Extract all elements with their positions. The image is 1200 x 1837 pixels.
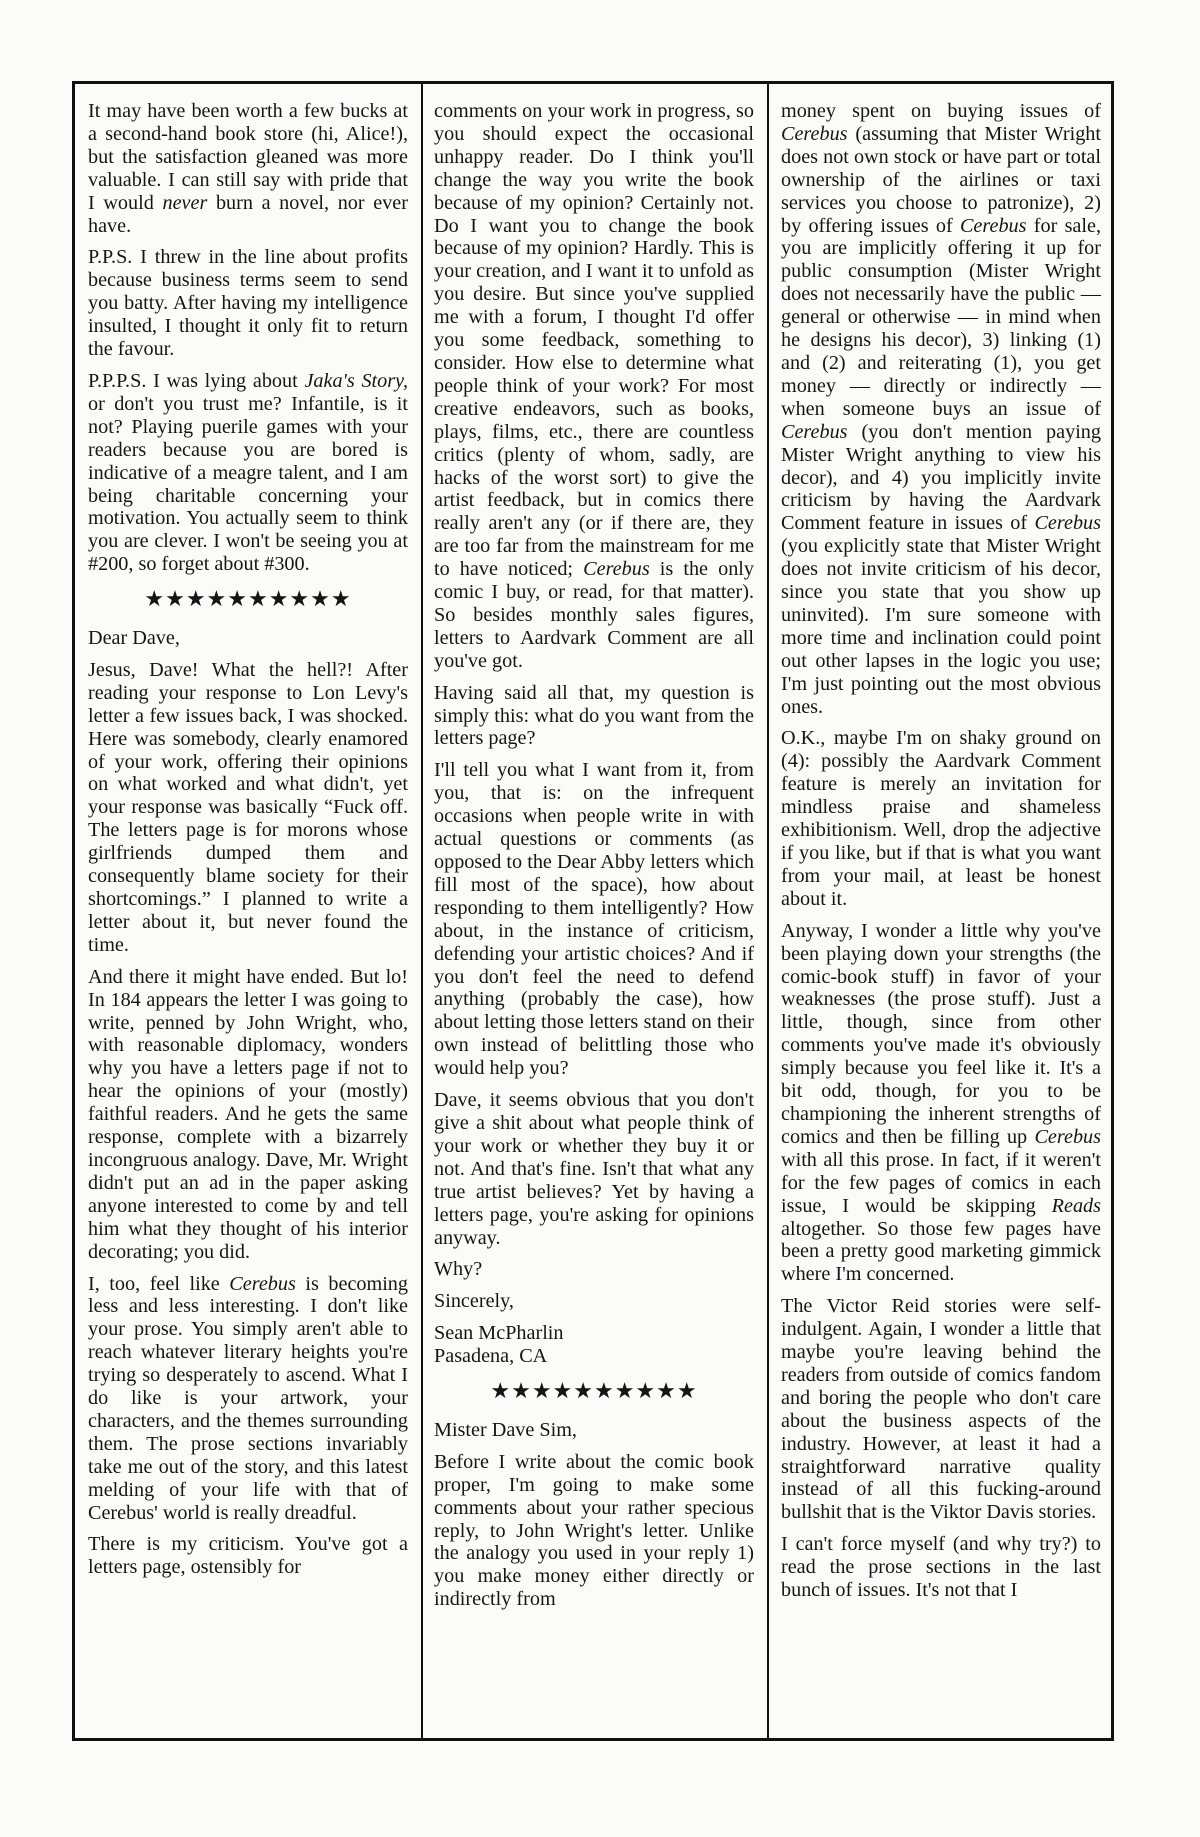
text-run: O.K., maybe I'm on shaky ground on (4): possibly the Aardvark Comment feature is merely an invitation for mindless praise and shameless exhibitionism. Well, drop the adjective if you like, but if that is what you want from your mail, at least be honest about it.	[781, 727, 1101, 910]
column-1	[88, 100, 408, 1588]
italic-text: Cerebus	[1034, 512, 1101, 535]
column-divider	[767, 84, 769, 1738]
text-run: (you explicitly state that Mister Wright does not invite criticism of his decor, since you state that you show up uninvited). I'm sure someone with more time and inclination could point out other lapses in the logic you use; I'm just pointing out the most obvious ones.	[781, 535, 1101, 718]
text-run: Dear Dave,	[88, 627, 180, 650]
italic-text: Reads	[1051, 1194, 1101, 1217]
text-run: Why?	[434, 1258, 483, 1281]
text-run: I can't force myself (and why try?) to read the prose sections in the last bunch of issues. It's not that I	[781, 1533, 1101, 1602]
text-run: money spent on buying issues of	[781, 100, 1101, 122]
italic-text: Cerebus	[781, 122, 848, 145]
text-run: P.P.P.S. I was lying about	[88, 369, 305, 392]
text-run: is the only comic I buy, or read, for that matter). So besides monthly sales figures, letters to Aardvark Comment are all you've got.	[434, 558, 754, 672]
text-run: Jesus, Dave! What the hell?! After reading your response to Lon Levy's letter a few issues back, I was shocked. Here was somebody, clearly enamored of your work, offering their opinions on what worked and what didn't, yet your response was basically “Fuck off. The letters page is for morons whose girlfriends dumped them and consequently blame society for their shortcomings.” I planned to write a letter about it, but never found the time.	[88, 658, 408, 956]
text-run: I'll tell you what I want from it, from you, that is: on the infrequent occasions when people write in with actual questions or comments (as opposed to the Dear Abby letters which fill most of the space), how about responding to them intelligently? How about, in the instance of criticism, defending your artistic choices? And if you don't feel the need to defend anything (probably the case), how about letting those letters stand on their own instead of belittling those who would help you?	[434, 759, 754, 1080]
letter-paragraph	[781, 100, 1101, 718]
letter-paragraph	[434, 100, 754, 673]
letter-paragraph	[781, 1295, 1101, 1524]
letter-paragraph	[88, 100, 408, 237]
text-run: I, too, feel like	[88, 1272, 230, 1295]
text-run: Dave, it seems obvious that you don't give a shit about what people think of your work or whether they buy it or not. And that's fine. Isn't that what any true artist believes? Yet by having a letters page, you're asking for opinions anyway.	[434, 1089, 754, 1249]
text-run: Mister Dave Sim,	[434, 1418, 577, 1441]
letter-paragraph	[434, 1322, 754, 1345]
text-run: burn a novel, nor ever have.	[88, 191, 408, 237]
text-run: The Victor Reid stories were self-indulgent. Again, I wonder a little that maybe you're leaving behind the readers from outside of comics fandom and boring the people who don't care about the business aspects of the industry. However, at least it had a straightforward narrative quality instead of all this fucking-around bullshit that is the Viktor Davis stories.	[781, 1295, 1101, 1524]
column-divider	[421, 84, 423, 1738]
text-run: ★★★★★★★★★★	[490, 1378, 698, 1404]
text-run: And there it might have ended. But lo! In 184 appears the letter I was going to write, penned by John Wright, who, with reasonable diplomacy, wonders why you have a letters page if not to hear the opinions of your (mostly) faithful readers. And he gets the same response, complete with a bizarrely incongruous analogy. Dave, Mr. Wright didn't put an ad in the paper asking anyone interested to come by and tell him what they thought of his interior decorating; you did.	[88, 965, 408, 1263]
star-separator	[434, 1380, 754, 1403]
text-run: or don't you trust me? Infantile, is it not? Playing puerile games with your readers because you are bored is indicative of a meagre talent, and I am being charitable concerning your motivation. You actually seem to think you are clever. I won't be seeing you at #200, so forget about #300.	[88, 392, 408, 576]
text-run: with all this prose. In fact, if it weren't for the few pages of comics in each issue, I would be skipping	[781, 1148, 1101, 1217]
text-run: ★★★★★★★★★★	[144, 586, 352, 612]
letter-paragraph	[434, 1345, 754, 1368]
letter-paragraph	[88, 246, 408, 361]
letter-paragraph	[781, 727, 1101, 910]
letter-paragraph	[434, 1089, 754, 1249]
column-3	[781, 100, 1101, 1611]
text-run: P.P.S. I threw in the line about profits because business terms seem to send you batty. After having my intelligence insulted, I thought it only fit to return the favour.	[88, 246, 408, 361]
letter-paragraph	[434, 682, 754, 751]
text-run: Before I write about the comic book proper, I'm going to make some comments about your rather specious reply, to John Wright's letter. Unlike the analogy you used in your reply 1) you make money either directly or indirectly from	[434, 1450, 754, 1611]
italic-text: Cerebus	[229, 1272, 296, 1295]
text-run: for sale, you are implicitly offering it up for public consumption (Mister Wright does not necessarily have the public — general or otherwise — in mind when he designs his decor), 3) linking (1) and (2) and reiterating (1), you get money — directly or indirectly — when someone buys an issue of	[781, 214, 1101, 420]
letter-paragraph	[434, 1258, 754, 1281]
letter-paragraph	[781, 1533, 1101, 1602]
letter-paragraph	[434, 1419, 754, 1442]
text-run: It may have been worth a few bucks at a second-hand book store (hi, Alice!), but the satisfaction gleaned was more valuable. I can still say with pride that I would	[88, 100, 408, 214]
text-run: altogether. So those few pages have been a pretty good marketing gimmick where I'm concerned.	[781, 1217, 1101, 1286]
text-run: (assuming that Mister Wright does not own stock or have part or total ownership of the airlines or taxi services you choose to patronize), 2) by offering issues of	[781, 122, 1101, 237]
text-run: Anyway, I wonder a little why you've been playing down your strengths (the comic-book stuff) in favor of your weaknesses (the prose stuff). Just a little, though, since from other comments you've made it's obviously simply because you feel like it. It's a bit odd, though, for you to be championing the inherent strengths of comics and then be filling up	[781, 919, 1101, 1148]
column-2	[434, 100, 754, 1620]
italic-text: Cerebus	[781, 420, 848, 443]
italic-text: Cerebus	[1034, 1125, 1101, 1148]
letters-page-frame	[72, 81, 1114, 1741]
text-run: Sean McPharlin	[434, 1322, 564, 1345]
letter-paragraph	[88, 659, 408, 957]
italic-text: Jaka's Story,	[304, 369, 408, 392]
text-run: is becoming less and less interesting. I don't like your prose. You simply aren't able to reach whatever literary heights you're trying so desperately to ascend. What I do like is your artwork, your characters, and the themes surrounding them. The prose sections invariably take me out of the story, and this latest melding of your life with that of Cerebus' world is really dreadful.	[88, 1272, 408, 1524]
text-run: Sincerely,	[434, 1290, 514, 1313]
text-run: comments on your work in progress, so you should expect the occasional unhappy reader. Do I think you'll change the way you write the book because of my opinion? Certainly not. Do I want you to change the book because of my opinion? Hardly. This is your creation, and I want it to unfold as you desire. But since you've supplied me with a forum, I thought I'd offer you some feedback, something to consider. How else to determine what people think of your work? For most creative endeavors, such as books, plays, films, etc., there are countless critics (plenty of whom, sadly, are hacks of the worst sort) to give the artist feedback, but in comics there really aren't any (or if there are, they are too far from the mainstream for me to have noticed;	[434, 100, 754, 581]
text-run: Having said all that, my question is simply this: what do you want from the letters page?	[434, 681, 754, 750]
text-run: (you don't mention paying Mister Wright anything to view his decor), and 4) you implicitly invite criticism by having the Aardvark Comment feature in issues of	[781, 420, 1101, 535]
letter-paragraph	[88, 966, 408, 1264]
italic-text: Cerebus	[583, 558, 650, 581]
text-run: There is my criticism. You've got a letters page, ostensibly for	[88, 1533, 408, 1579]
letter-paragraph	[434, 1290, 754, 1313]
italic-text: never	[162, 191, 208, 214]
letter-paragraph	[88, 370, 408, 576]
star-separator	[88, 588, 408, 611]
italic-text: Cerebus	[959, 214, 1027, 237]
letter-paragraph	[781, 920, 1101, 1287]
letter-paragraph	[88, 1273, 408, 1525]
letter-paragraph	[88, 627, 408, 650]
text-run: Pasadena, CA	[434, 1345, 548, 1368]
letter-paragraph	[434, 759, 754, 1080]
letter-paragraph	[434, 1451, 754, 1611]
letter-paragraph	[88, 1533, 408, 1579]
